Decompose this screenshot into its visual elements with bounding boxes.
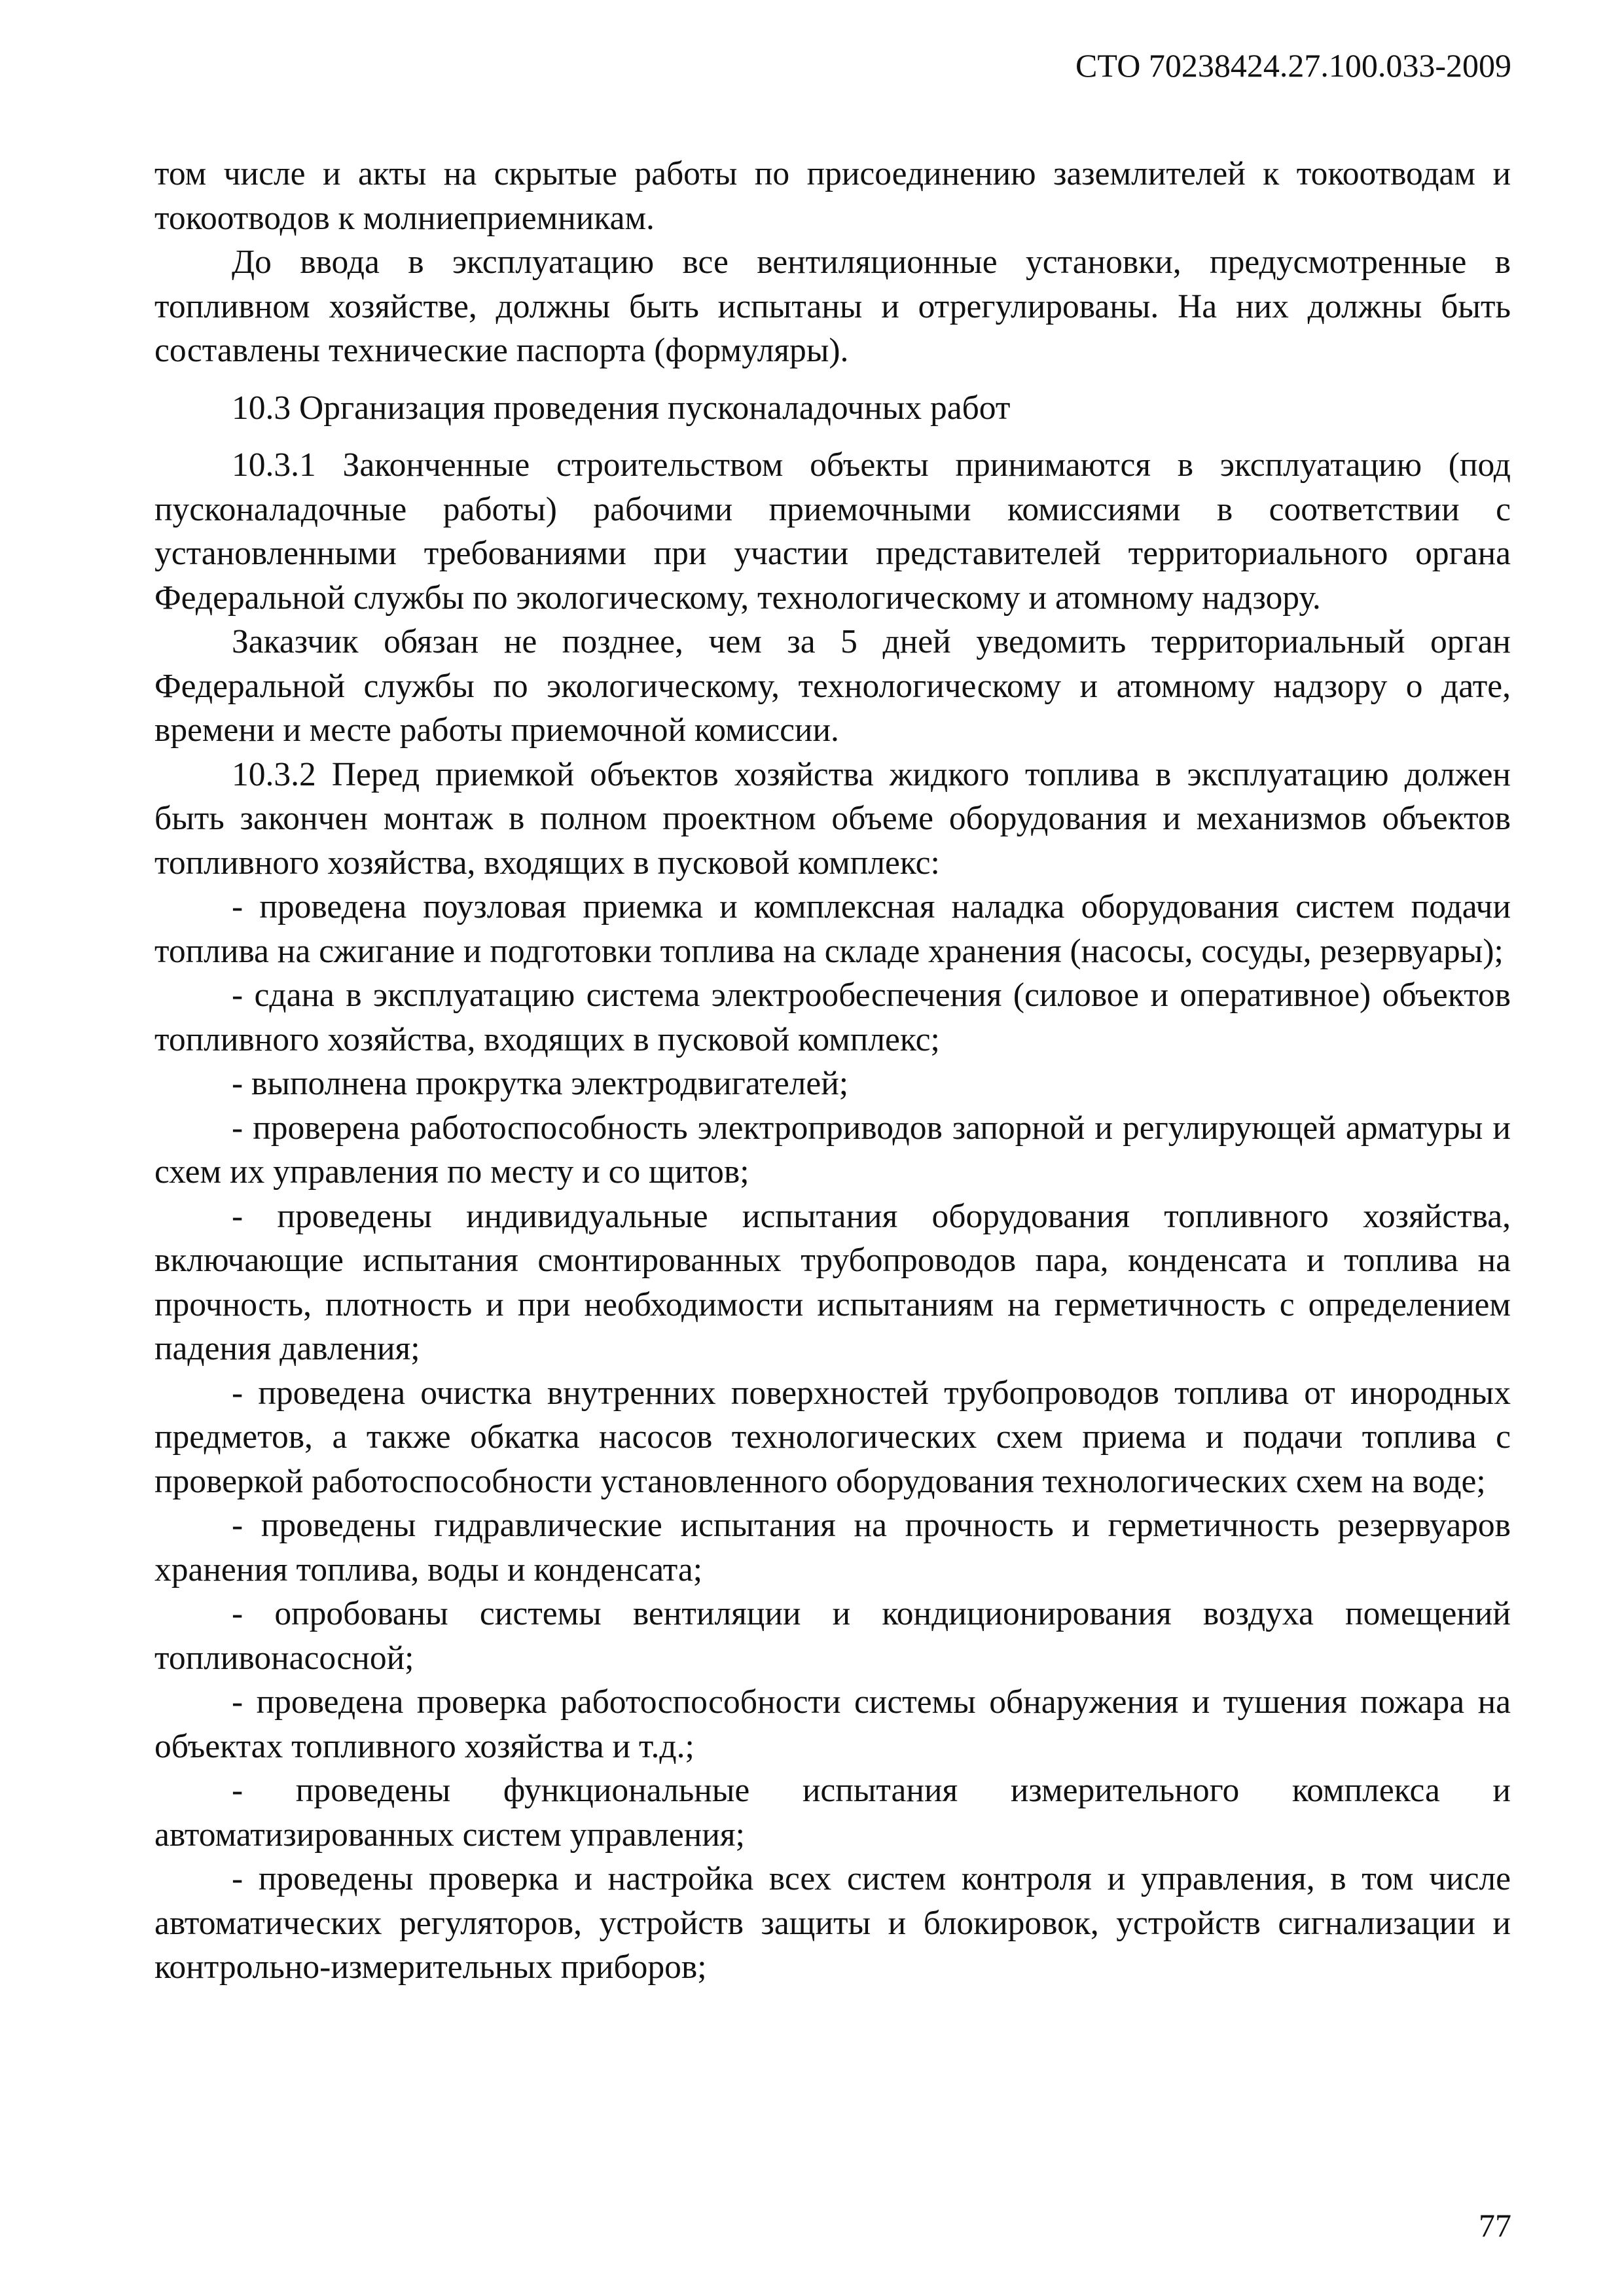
list-item: - проведена поузловая приемка и комплексная наладка оборудования систем подачи топлива на сжигание и подготовки топлива на складе хранения (насосы, сосуды, резервуары); (154, 888, 1511, 970)
paragraph-ventilation: До ввода в эксплуатацию все вентиляционные установки, предусмотренные в топливном хозяйстве, должны быть испытаны и отрегулированы. На них должны быть составлены технические паспорта (формуляры). (154, 243, 1511, 369)
list-item: - проведена очистка внутренних поверхностей трубопроводов топлива от инородных предметов, а также обкатка насосов технологических схем приема и подачи топлива с проверкой работоспособности установленного оборудования технологических схем на воде; (154, 1374, 1511, 1500)
list-item: - проведены проверка и настройка всех систем контроля и управления, в том числе автоматических регуляторов, устройств защиты и блокировок, устройств сигнализации и контрольно-измерительных приборов; (154, 1860, 1511, 1986)
paragraph-10-3-2: 10.3.2 Перед приемкой объектов хозяйства жидкого топлива в эксплуатацию должен быть закончен монтаж в полном проектном объеме оборудования и механизмов объектов топливного хозяйства, входящих в пусковой комплекс: (154, 755, 1511, 882)
paragraph-continuation: том числе и акты на скрытые работы по присоединению заземлителей к токоотводам и токоотводов к молниеприемникам. (154, 155, 1511, 237)
page-number: 77 (1479, 2207, 1511, 2244)
list-item: - выполнена прокрутка электродвигателей; (232, 1065, 849, 1102)
list-item: - проверена работоспособность электроприводов запорной и регулирующей арматуры и схем их управления по месту и со щитов; (154, 1109, 1511, 1191)
list-item: - проведена проверка работоспособности системы обнаружения и тушения пожара на объектах топливного хозяйства и т.д.; (154, 1683, 1511, 1765)
list-item: - проведены гидравлические испытания на прочность и герметичность резервуаров хранения топлива, воды и конденсата; (154, 1507, 1511, 1588)
list-item: - проведены функциональные испытания измерительного комплекса и автоматизированных систем управления; (154, 1772, 1511, 1854)
paragraph-10-3-1: 10.3.1 Законченные строительством объекты принимаются в эксплуатацию (под пусконаладочные работы) рабочими приемочными комиссиями в соответствии с установленными требованиями при участии представителей территориального органа Федеральной службы по экологическому, технологическому и атомному надзору. (154, 446, 1511, 617)
document-code-header: СТО 70238424.27.100.033-2009 (1075, 47, 1511, 84)
body-text (154, 152, 1511, 1990)
paragraph-customer-notice: Заказчик обязан не позднее, чем за 5 дней уведомить территориальный орган Федеральной службы по экологическому, технологическому и атомному надзору о дате, времени и месте работы приемочной комиссии. (154, 623, 1511, 749)
section-heading-10-3: 10.3 Организация проведения пусконаладочных работ (232, 389, 1011, 427)
list-item: - сдана в эксплуатацию система электрообеспечения (силовое и оперативное) объектов топливного хозяйства, входящих в пусковой комплекс; (154, 977, 1511, 1058)
list-item: - проведены индивидуальные испытания оборудования топливного хозяйства, включающие испытания смонтированных трубопроводов пара, конденсата и топлива на прочность, плотность и при необходимости испытаниям на герметичность с определением падения давления; (154, 1197, 1511, 1367)
list-item: - опробованы системы вентиляции и кондиционирования воздуха помещений топливонасосной; (154, 1595, 1511, 1677)
